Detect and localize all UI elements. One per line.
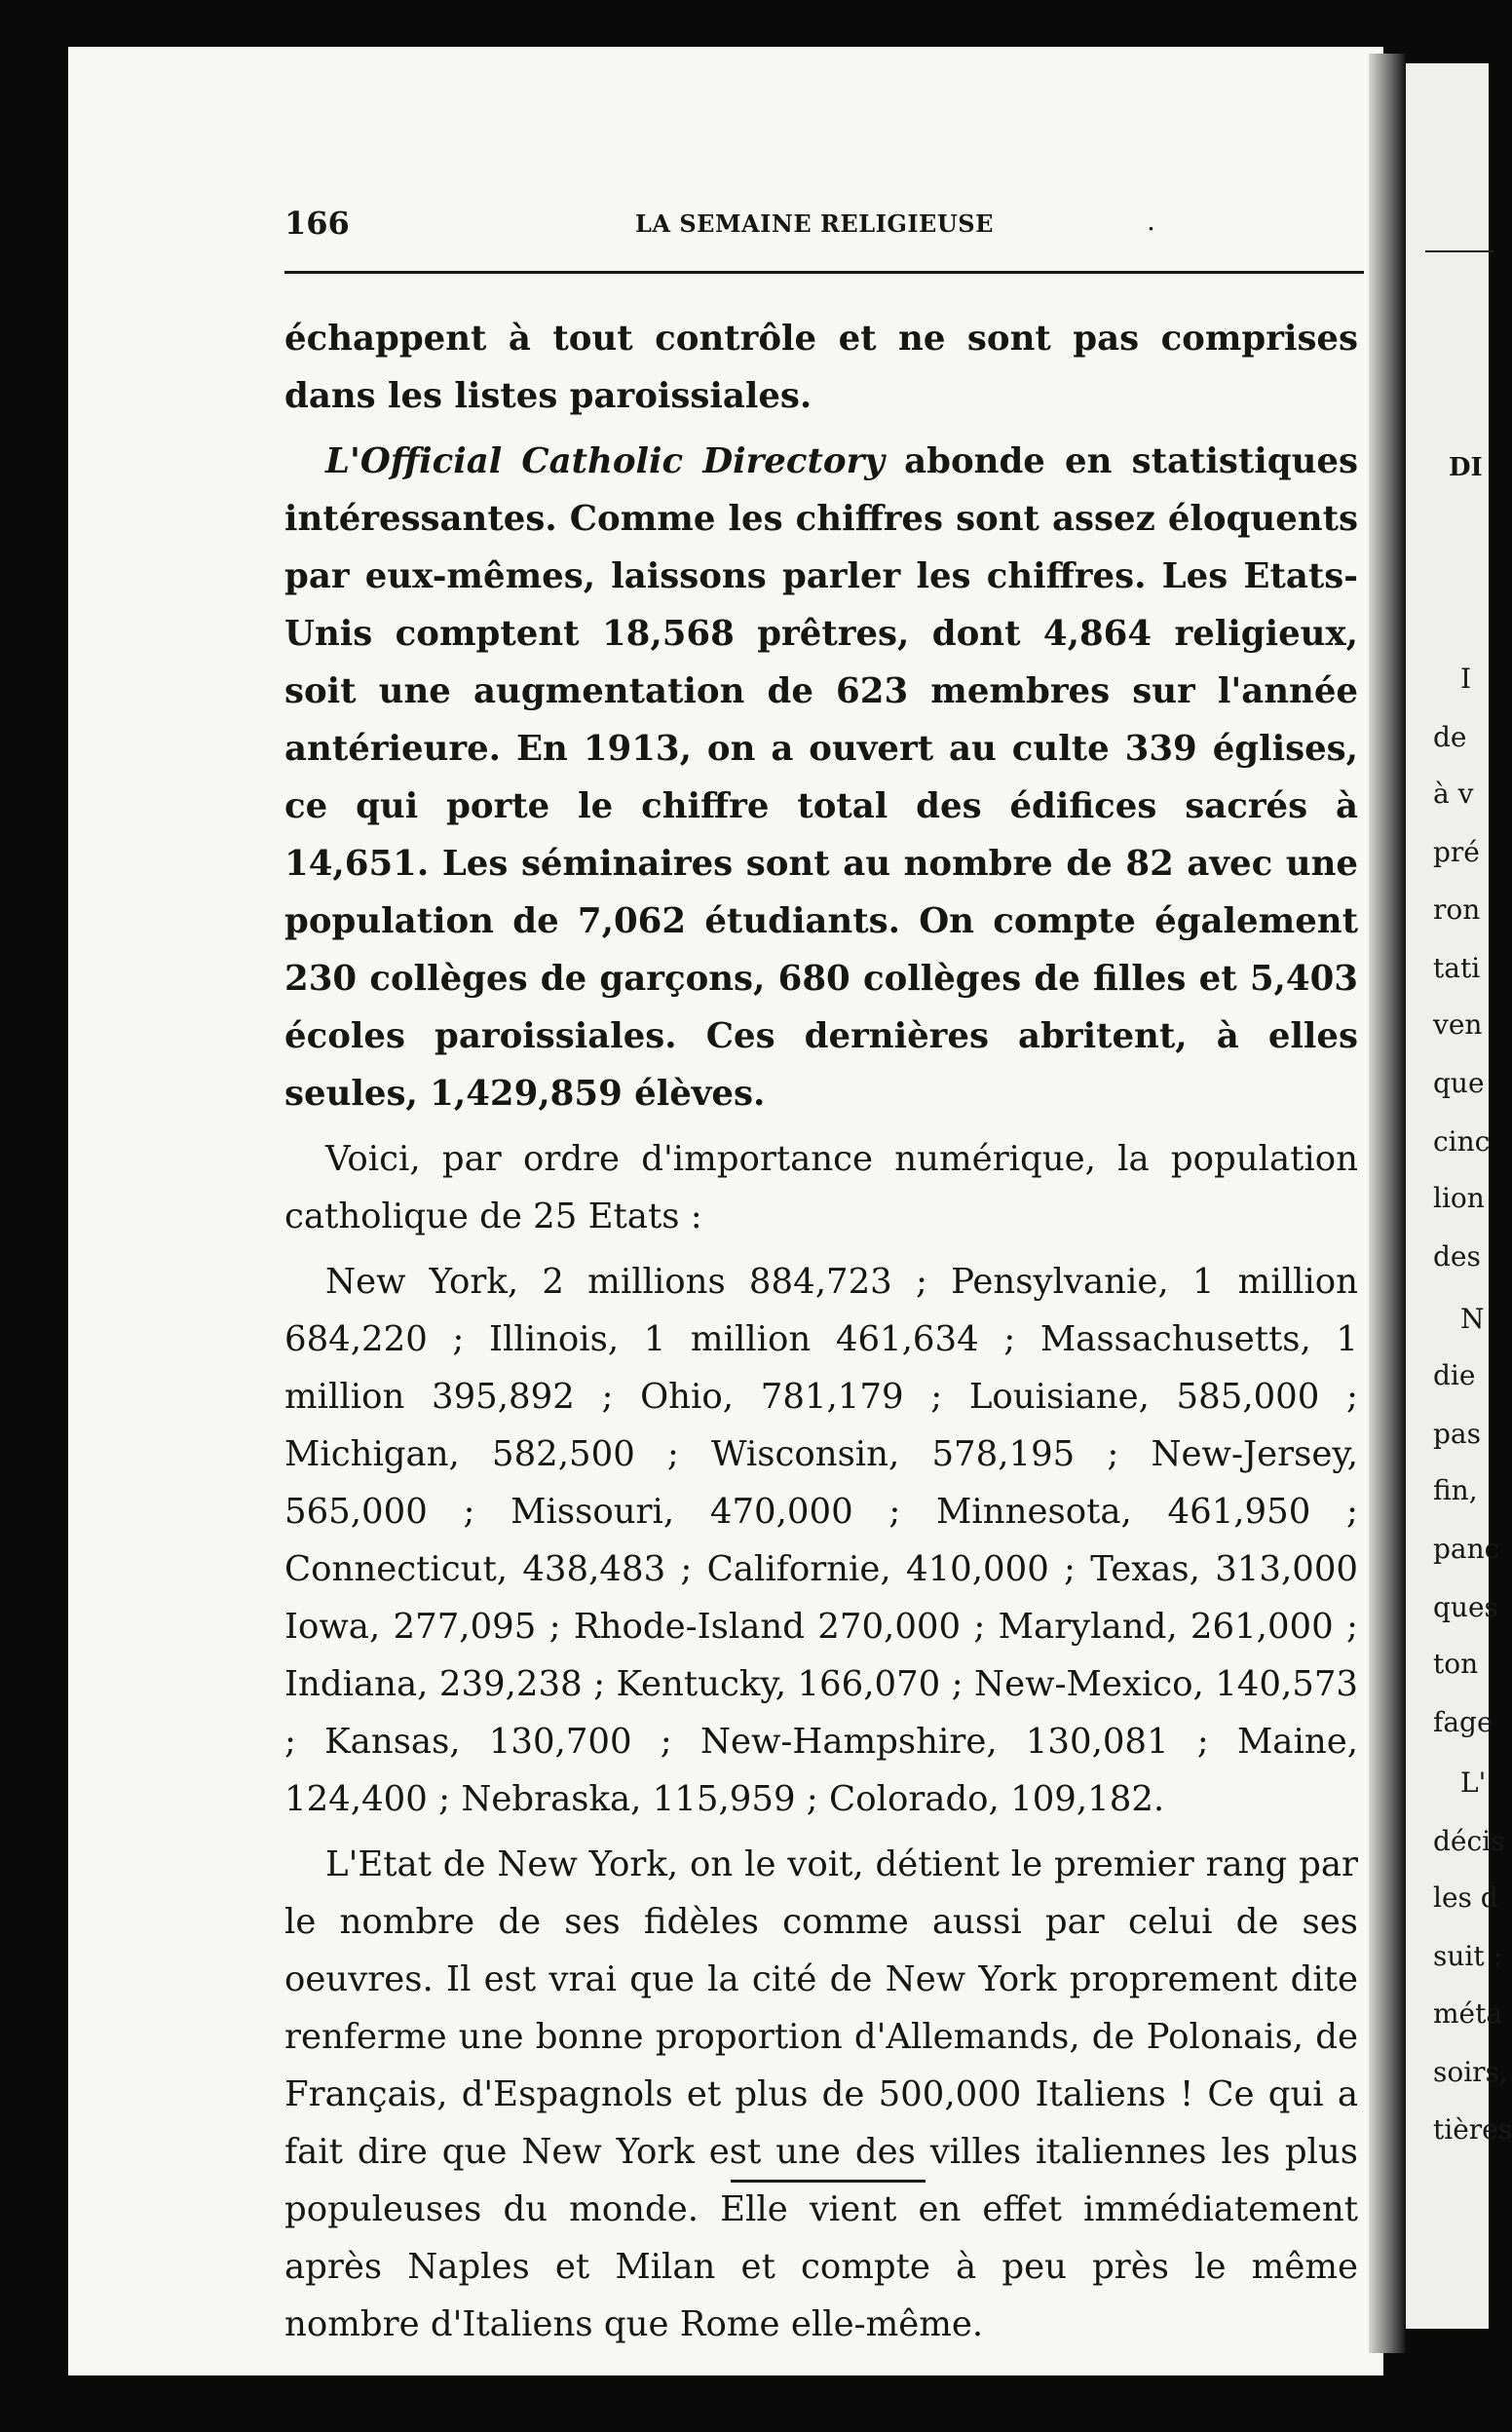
facing-fragment: suit : <box>1433 1940 1502 1972</box>
page-number: 166 <box>284 205 350 242</box>
facing-fragment: fage <box>1433 1706 1493 1738</box>
facing-fragment: tières <box>1433 2113 1512 2146</box>
paragraph-continuation: échappent à tout contrôle et ne sont pas comprises dans les listes paroissiales. <box>284 319 1358 416</box>
facing-fragment: ron <box>1433 893 1481 926</box>
facing-fragment: lion <box>1433 1182 1485 1214</box>
facing-fragment: les d <box>1433 1881 1498 1914</box>
facing-page-rule <box>1425 250 1493 252</box>
facing-fragment: fin, <box>1433 1474 1478 1506</box>
article-body <box>284 310 1358 2353</box>
paragraph-new-york: L'Etat de New York, on le voit, détient le premier rang par le nombre de ses fidèles comme aussi par celui de ses oeuvres. Il est vrai que la cité de New York proprement dite renferme une bonne proportion d'Allemands, de Polonais, de Français, d'Espagnols et plus de 500,000 Italiens ! Ce qui a fait dire que New York est une des villes italiennes les plus populeuses du monde. Elle vient en effet immédiatement après Naples et Milan et compte à peu près le même nombre d'Italiens que Rome elle-même. <box>284 1844 1358 2344</box>
facing-fragment: que <box>1433 1067 1485 1099</box>
paragraph-directory-text: abonde en statistiques intéressantes. Comme les chiffres sont assez éloquents par eux-mêmes, laissons parler les chiffres. Les Etats-Unis comptent 18,568 prêtres, dont 4,864 religieux, soit une augmentation de 623 membres sur l'année antérieure. En 1913, on a ouvert au culte 339 églises, ce qui porte le chiffre total des édifices sacrés à 14,651. Les séminaires sont au nombre de 82 avec une population de 7,062 étudiants. On compte également 230 collèges de garçons, 680 collèges de filles et 5,403 écoles paroissiales. Ces dernières abritent, à elles seules, 1,429,859 élèves. <box>284 441 1358 1114</box>
paragraph-state-populations: New York, 2 millions 884,723 ; Pensylvanie, 1 million 684,220 ; Illinois, 1 million 461,634 ; Massachusetts, 1 million 395,892 ; Ohio, 781,179 ; Louisiane, 585,000 ; Michigan, 582,500 ; Wisconsin, 578,195 ; New-Jersey, 565,000 ; Missouri, 470,000 ; Minnesota, 461,950 ; Connecticut, 438,483 ; Californie, 410,000 ; Texas, 313,000 Iowa, 277,095 ; Rhode-Island 270,000 ; Maryland, 261,000 ; Indiana, 239,238 ; Kentucky, 166,070 ; New-Mexico, 140,573 ; Kansas, 130,700 ; New-Hampshire, 130,081 ; Maine, 124,400 ; Nebraska, 115,959 ; Colorado, 109,182. <box>284 1262 1358 1819</box>
facing-fragment: cinc <box>1433 1125 1491 1158</box>
facing-fragment: pas <box>1433 1418 1481 1450</box>
running-title: LA SEMAINE RELIGIEUSE <box>635 209 994 238</box>
page-header <box>284 205 1366 244</box>
facing-fragment: ton <box>1433 1648 1479 1680</box>
facing-fragment: soirs, <box>1433 2056 1508 2088</box>
page-gutter <box>1369 54 1406 2353</box>
facing-fragment: décis <box>1433 1825 1505 1857</box>
facing-page-edge <box>1406 63 1512 2329</box>
facing-page-heading: DI <box>1449 453 1483 482</box>
facing-fragment: tati <box>1433 952 1481 984</box>
paragraph-intro-list: Voici, par ordre d'importance numérique, la population catholique de 25 Etats : <box>284 1139 1358 1236</box>
header-dot: . <box>1147 205 1155 237</box>
facing-fragment: pré <box>1433 836 1480 868</box>
end-rule <box>731 2180 926 2183</box>
paragraph-directory <box>284 433 1358 1122</box>
facing-fragment: à v <box>1433 778 1474 810</box>
facing-fragment: N <box>1460 1303 1485 1335</box>
facing-fragment: des <box>1433 1240 1481 1273</box>
facing-fragment: ven <box>1433 1008 1483 1041</box>
directory-title: L'Official Catholic Directory <box>325 441 885 481</box>
header-rule <box>284 271 1364 274</box>
facing-fragment: ques <box>1433 1591 1498 1623</box>
facing-fragment: die <box>1433 1359 1476 1391</box>
facing-fragment: L' <box>1460 1767 1487 1799</box>
facing-fragment: de <box>1433 721 1467 753</box>
facing-fragment: I <box>1460 663 1472 695</box>
facing-fragment: méta <box>1433 1997 1503 2030</box>
facing-fragment: panc <box>1433 1533 1500 1565</box>
